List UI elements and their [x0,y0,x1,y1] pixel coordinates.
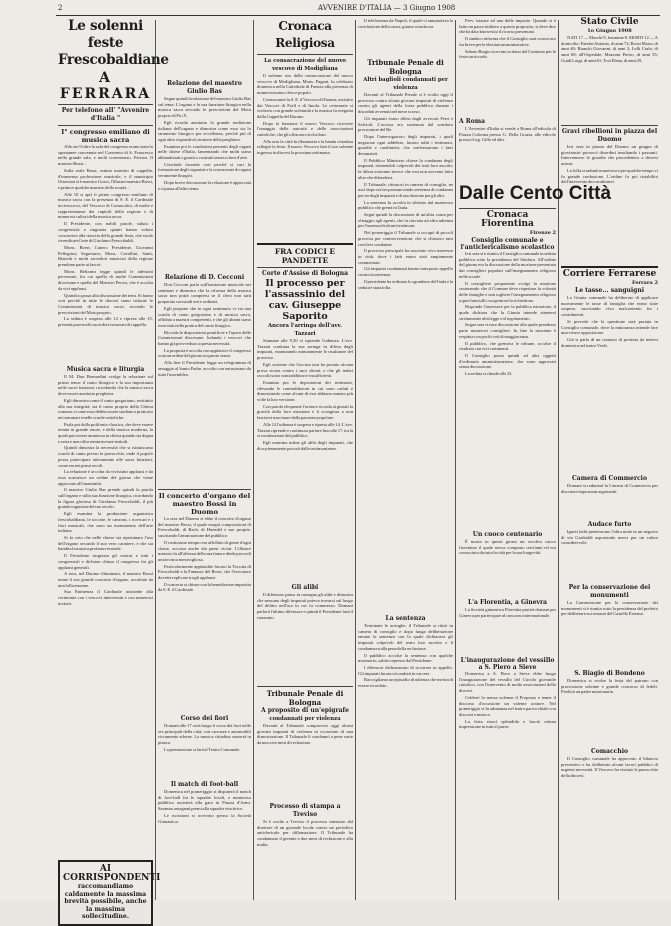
article-body: La sera nel Duomo si ebbe il concerto d'organo del maestro Bossi, il quale eseguì composizioni di Frescobaldi, di Bach, di Haendel e sue proprie, suscitando l'ammirazione del pubblico. Il vastissimo tempio era affollato di gente d'ogni classe, accorsa anche dai paesi vicini. L'illustre maestro fu all'altezza della sua fama e diede prova di una tecnica meravigliosa. Particolarmente applaudite furono la Toccata di Frescobaldi e la Fantasia del Bossi, che l'esecutore dovette replicare tra gli applausi. Il concerto si chiuse con la benedizione impartita da S. E. il Cardinale. [158,516,251,593]
article-body: Il M. Don Bernardini svolge la relazione sul primo tema: il canto liturgico e la sua importanza nelle sacre funzioni, ricordando che la musica sacra deve essere anzitutto preghiera. Egli dimostra come il canto gregoriano, restituito alla sua integrità, sia il canto proprio della Chiesa romana, e come esso debba essere studiato e praticato nei seminari e nelle scuole cattoliche. Parla poi della polifonia classica, che deve essere tenuta in grande onore, e della musica moderna, la quale può essere ammessa in chiesa quando sia degna e seria e non offra reminiscenze teatrali. Quindi dimostra la necessità che si istituiscano scuole di canto presso le parrocchie, onde il popolo possa partecipare attivamente alle sacre funzioni, come era nei primi secoli. La relazione è accolta da vivissimi applausi e da essa scaturisce un ordine del giorno che viene approvato all'unanimità. Il maestro Giulio Bas prende quindi la parola sull'organo e sulla sua funzione liturgica, ricordando la figura gloriosa di Girolamo Frescobaldi, il più grande organista del suo secolo. Egli esamina la produzione organistica frescobaldiana, le toccate, le canzoni, i ricercari e i fiori musicali, che sono un monumento dell'arte italiana. Si fa voto che nelle chiese sia ripristinato l'uso dell'organo secondo il suo vero carattere, e che sia bandita la musica profana e teatrale. Il Presidente ringrazia gli oratori e tutti i congressisti e dichiara chiuso il congresso fra gli applausi generali. A sera, nel Duomo illuminato, il maestro Bossi tenne il suo grande concerto d'organo, ascoltato da una folla enorme. Sua Eminenza il Cardinale assistette alla cerimonia con i vescovi intervenuti e con numerosi invitati. [58,374,153,606]
column-1 [58,18,169,920]
section-heading: Processo di stampa a Treviso [269,803,341,818]
article-body: Ieri sera si è riunito il Consiglio comunale in seduta pubblica sotto la presidenza del Sindaco. All'ordine del giorno era la discussione della mozione presentata dai consiglieri popolari sull'insegnamento religioso nelle scuole. Il consigliere proponente svolge la mozione sostenendo che il Comune deve rispettare la volontà delle famiglie e non togliere l'insegnamento religioso a quei fanciulli i cui genitori lo richiedono. Risponde l'assessore per la pubblica istruzione, il quale dichiara che la Giunta intende attenersi strettamente alla legge e al regolamento. Segue una vivace discussione alla quale prendono parte numerosi consiglieri. In fine la mozione è respinta con pochi voti di maggioranza. Il pubblico, che gremiva le tribune, accolse il risultato con vivi commenti. Il Consiglio passa quindi ad altri oggetti d'ordinaria amministrazione, che sono approvati senza discussione. La seduta si chiude alle 23. [459,251,556,377]
article-body: Domenica a S. Piero a Sieve ebbe luogo l'inaugurazione del vessillo del Circolo giovanile cattolico, con l'intervento di molte associazioni della diocesi. Celebrò la messa solenne il Proposto e tenne il discorso d'occasione un valente oratore. Nel pomeriggio vi fu adunanza nel teatro parrocchiale con discorsi e musica. La festa riuscì splendida e lasciò ottima impressione in tutto il paese. [459,671,556,730]
notice-title: AI CORRISPONDENTI [63,864,161,883]
section-heading: La consacrazione del nuovo vescovo di Modigliana [264,58,346,72]
section-heading: condannati per violenza [269,716,341,722]
section-heading: Audace furto [587,521,632,528]
article-body: Alle ore 9 oltre la sala del congresso erano state lo spontanee convenute nel Convento di S. Francesco nella grande sala, e molti convennero. Ferrara. Il maestro Bossi... Sulla reale Bassi, esimio maestro di cappella, d'immensa professione musicale, e il municipio Ottaviani si è maestro Gozzi, l'illustre maestro Bossi, e primo e qualche maestro della scuola... Alle 10 si aprì il primo congresso emiliano di musica sacra con la presenza di S. E. il Cardinale arcivescovo, del Vescovo di Comacchio, di molte e rappresentanze dei capitoli della regione e di numerosi cultori della musica sacra. Il Presidente, con nobili parole, saluta i congressisti e ringrazia quanti hanno voluto concorrere alla riuscita della grande festa, che vuole rivendicare l'arte di Girolamo Frescobaldi. Mons. Boeri, Cuneo; Presidente, Giovanni Pellegrini; Segretario; Mons. Cavallini, Santi, Bianchi e molti sacerdoti musicisti della regione prendono parte ai lavori. Mons. Beltrami legge quindi le adesioni pervenute, fra cui quella di molte Commissioni diocesane e quella del Maestro Perosi, che è accolta da vivi applausi. Quindi si passa alla discussione dei temi. Si fanno voti perchè in tutte le diocesi siano istituite le Commissioni di musica sacra, secondo le prescrizioni del Motu proprio. La seduta è sospesa alle 12 e ripresa alle 15, presenti pure molti sacerdoti e maestri di cappella. [58,144,153,328]
section-title: Stato Civile [580,17,639,27]
section-heading: Camera di Commercio [572,475,647,482]
article-title-city: A FERRARA [59,70,152,102]
section-dateline: Firenze 2 [529,230,556,236]
section-title: FRA CODICI E PANDETTE [274,247,336,265]
section-title: Tribunale Penale di Bologna [266,689,344,707]
notice-text: raccomandiamo caldamente la massima brevità possibile, anche la massima sollecitudine. [64,883,147,920]
article-headline: Il processo per l'assassinio del cav. Giuseppe Saporito [264,278,346,322]
article-body: Segue quindi la relazione del maestro Giulio Bas sul tema: L'organo e la sua funzione liturgica nella musica sacra secondo le prescrizioni del Motu proprio di Pio X. Egli ricorda anzitutto la grande tradizione italiana dell'organo e dimostra come esso sia lo strumento liturgico per eccellenza, perchè più di ogni altro risponde al carattere della preghiera. Esamina poi le condizioni presenti degli organi nelle chiese d'Italia, lamentando che molti siano abbandonati o guasti o costruiti senza criteri d'arte. Conclude facendo voti perchè si curi la formazione degli organisti e la costruzione di organi veramente liturgici. Dopo breve discussione la relazione è approvata e si passa all'altro tema. [158,96,251,191]
section-heading: Comacchio [591,748,628,755]
article-subtitle: Per telefono all' "Avvenire d'Italia " [61,107,150,122]
article-body: L'Avvenire d'Italia si vende a Roma all'edicola di Piazza Colonna presso G. Della Grazia, alle edicole presso il sig. Gillo ed altri. [459,126,556,143]
section-heading: Ancora l'arringa dell'avv. Tazzari [268,323,342,337]
section-heading: Gravi ribellioni in piazza del Duomo [561,128,658,143]
article-title: Le solenni feste Frescobaldiane [58,18,169,68]
article-body: Don Cecconi parla sull'istruzione musicale nei seminari e dimostra che la riforma della musica sacra non potrà compiersi se il clero non sarà preparato con studi seri e ordinati. Egli propone che in ogni seminario vi sia una scuola di canto gregoriano e di musica sacra, affidata a maestri competenti, e che gli alunni siano esercitati nella pratica del canto liturgico. Ricorda le disposizioni pontificie e l'opera delle Commissioni diocesane, lodando i vescovi che hanno già provveduto a questa necessità. La proposta è accolta con applausi e il congresso vota un ordine del giorno in questo senso. Alla fine il Presidente legge un telegramma di omaggio al Santo Padre, accolto con entusiasmo da tutta l'assemblea. [158,282,251,377]
section-dateline: 1o Giugno 1908 [587,28,632,34]
section-heading: I° congresso emiliano di musica sacra [61,128,150,144]
running-head-left: 2 [58,4,63,12]
section-title: Cronaca Fiorentina [481,210,534,229]
article-body: Domenica si svolse la festa del patrono con processione solenne e grande concorso di fedeli. Predicò un padre missionario. [561,678,658,695]
column-6 [561,18,658,898]
section-heading: Musica sacra e liturgia [66,366,145,373]
article-body: Il Consiglio comunale ha approvato il bilancio preventivo e ha deliberato alcuni lavori pubblici di urgente necessità. Il Vescovo ha visitato le parrocchie della diocesi. [561,756,658,779]
section-heading: A Roma [459,118,485,125]
section-heading: Il match di foot-ball [170,781,239,788]
article-body: Ignoti ladri penetrarono l'altra notte in un negozio di via Garibaldi asportando merci per un valore considerevole. [561,529,658,546]
article-body: La Società ginnastica Florentia partirà domani per Ginevra per partecipare al concorso internazionale. [459,607,556,618]
article-body: Davanti al Tribunale Penale si è svolto oggi il processo contro alcuni giovani imputati di violenze contro gli agenti della forza pubblica durante i disordini avvenuti nel mese scorso. Gli imputati erano difesi dagli avvocati Ferri e Salvioli. L'accusa era sostenuta dal sostituto procuratore del Re. Dopo l'interrogatorio degli imputati, i quali negarono ogni addebito, furono uditi i testimoni, guardie e carabinieri, che confermarono i fatti denunziati. Il Pubblico Ministero chiese la condanna degli imputati, ritenendoli colpevoli dei reati loro ascritti; la difesa sostenne invece che essi non avevano fatto altro che difendersi. Il Tribunale, ritiratosi in camera di consiglio, ne uscì dopo un'ora pronunciando sentenza di condanna per tre degli imputati e di assoluzione per gli altri. La sentenza fu accolta in silenzio dal numeroso pubblico che gremiva l'aula. Seguì quindi la discussione di un'altra causa per oltraggio agli agenti, che fu rinviata ad altra udienza per l'assenza di alcuni testimoni. Nel pomeriggio il Tribunale si occupò di piccoli processi per contravvenzioni, che si chiusero tutti con lievi condanne. Il processo principale ha suscitato vivo interesse in città, dove i fatti erano stati ampiamente commentati. Gli imputati condannati hanno interposto appello contro la sentenza. Il presidente ha ordinato lo sgombero dell'aula e la seduta è stata tolta. [358,92,453,290]
article-body: Il solenne rito della consacrazione del nuovo vescovo di Modigliana, Mons. Pagani, fu celebrato domenica nella Cattedrale di Faenza alla presenza di numerosissimo clero e popolo. Consacrante fu S. E. il Vescovo di Faenza, assistito dai Vescovi di Forlì e di Imola. Le cerimonie si svolsero con grande solennità e la musica fu eseguita dalla Cappella del Duomo. Dopo la funzione il nuovo Vescovo ricevette l'omaggio delle autorità e delle associazioni cattoliche, che gli offrirono ricchi doni. Alla sera la città fu illuminata e la banda cittadina rallegrò la festa. Il nuovo Vescovo farà il suo solenne ingresso in diocesi la prossima settimana. [257,73,353,156]
section-heading: Gli alibi [291,584,319,591]
column-3 [257,18,353,898]
section-dateline: Ferrara 2 [631,280,658,286]
article-body: La Commissione per la conservazione dei monumenti si è riunita sotto la presidenza del prefetto per deliberare sui restauri del Castello Estense. [561,600,658,617]
article-body: Domani alle 17 avrà luogo il corso dei fiori nelle vie principali della città, con carrozze e automobili riccamente adorne. La musica cittadina suonerà in piazza. La premiazione si farà al Teatro Comunale. [158,723,251,752]
section-heading: Le tasse... sanguigni [574,287,644,294]
article-body: Domani si radunerà la Camera di Commercio per discutere importanti argomenti. [561,483,658,494]
column-4 [358,18,453,898]
section-heading: Altri baglioli condannati per violenza [363,77,448,91]
section-heading: Un cuoco centenario [472,531,543,538]
notice-box [58,860,161,926]
top-rule [56,15,660,16]
running-head-center: AVVENIRE D'ITALIA — 3 Giugno 1908 [318,4,456,12]
section-heading: Corso dei fiori [180,715,229,722]
article-body: È morto in questi giorni un vecchio cuoco fiorentino il quale aveva compiuto cent'anni ed era conosciuto da tutta la città per la sua longevità. [459,539,556,556]
article-body: Il difensore passa in rassegna gli alibi e dimostra che nessuno degli imputati poteva trovarsi sul luogo del delitto nell'ora in cui fu commesso. Domani parlerà l'ultimo difensore e quindi il Presidente farà il riassunto. [257,592,353,620]
section-heading: Per la conservazione dei monumenti [568,584,651,599]
column-rule [558,20,559,900]
court-name: Corte d'Assise di Bologna [262,270,348,277]
section-heading: S. Biagio di Bondeno [574,670,645,677]
article-body: Stamane alle 9,30 si riprende l'udienza. L'avv. Tazzari continua la sua arringa in difesa degli imputati, esaminando minutamente le risultanze del processo. Egli sostiene che l'accusa non ha portato alcuna prova sicura contro i suoi clienti, e che gli indizi raccolti sono contraddittori e insufficienti. Esamina poi le deposizioni dei testimoni, rilevando le contraddizioni in cui sono caduti e dimostrando come alcuni di essi abbiano mutato più volte la loro versione. Con parola eloquente l'oratore ricorda ai giurati la gravità della loro missione e li scongiura a non lasciarsi trascinare dalla passione popolare. Alle 12 l'udienza è sospesa e ripresa alle 14. L'avv. Tazzari riprende e continua a parlare fino alle 17, tra la viva attenzione del pubblico. Egli esamina infine gli alibi degli imputati, che dice pienamente provati dalle testimonianze. [257,338,353,451]
column-rule [455,20,456,900]
article-body: NATI 17 — Maschi 9, femmine 8. MORTI 12 — A domicilio: Fantini Antonio, di anni 72; Rossi Maria, di anni 40; Bianchi Giovanni, di anni 3; Lelli Carlo, di anni 68; all'Ospedale: Mazzoni Pietro, di anni 55; Guidi Luigi, di anni 61; Tosi Elena, di anni 29. [561,35,658,63]
page-section-title: Dalle Cento Città [459,183,612,204]
section-heading: La sentenza [385,615,426,622]
article-body: Domenica nel pomeriggio si disputerà il match di foot-ball fra le squadre locali, e numeroso pubblico assisterà alla gara in Piazza d'Armi. Saranno assegnati premi alla squadra vincitrice. Le iscrizioni si ricevono presso la Società Ginnastica. [158,789,251,824]
section-title: Tribunale Penale di Bologna [367,58,444,76]
column-2 [158,18,251,898]
article-body: Ieri sera in piazza del Duomo un gruppo di giovinastri provocò disordini insultando i passanti. Intervennero le guardie che procedettero a diversi arresti. La folla si radunò numerosa e per qualche tempo vi fu grande confusione. L'ordine fu poi ristabilito dall'intervento dei carabinieri. [561,144,658,185]
article-body: Terminate le arringhe, il Tribunale si ritirò in camera di consiglio e dopo lunga deliberazione emanò la sentenza con la quale dichiarava gli imputati colpevoli del reato loro ascritto e li condannava alla pena della reclusione. Il pubblico accolse la sentenza con qualche mormorio, subito represso dal Presidente. I difensori dichiararono di ricorrere in appello. Gli imputati furono ricondotti in carcere. Raccogliamo un episodio di udienza che merita di essere ricordato. [358,623,453,689]
running-head [58,4,658,12]
article-body: Si è svolto a Treviso il processo intentato dal direttore di un giornale locale contro un periodico anticlericale per diffamazione. Il Tribunale ha condannato il gerente a due mesi di reclusione e alla multa. [257,819,353,847]
section-heading: Relazione di D. Cecconi [164,274,245,281]
section-heading: L'a Florentia, a Ginevra [467,599,548,606]
section-title: Corriere Ferrarese [562,269,657,279]
article-body: La Giunta comunale ha deliberato di applicare nuovamente le tasse di famiglia che erano state sospese, suscitando vivo malcontento fra i contribuenti. Si prevede che la questione sarà portata in Consiglio comunale, dove la minoranza intende fare una vivace opposizione. Già si parla di un comizio di protesta da tenersi domenica nel teatro Verdi. [561,295,658,348]
section-heading: Consiglio comunale e l'anticlericalismo scolastico [460,237,555,251]
article-body: Il telefonema da Napoli, il quale ci annunziava la conclusione della causa, giunse a tarda ora. [358,18,453,29]
article-body: Davanti al Tribunale comparvero oggi alcuni giovani imputati di violenza in occasione di una dimostrazione. Il Tribunale li condannò a pene varie da uno a tre mesi di reclusione. [257,723,353,746]
section-heading: L'inaugurazione del vessillo a S. Piero a Sieve [460,657,555,671]
column-rule [355,20,356,900]
section-heading: Il concerto d'organo del maestro Bossi in Duomo [158,492,251,516]
column-rule [155,20,156,900]
column-rule [253,20,254,900]
section-title: Cronaca Religiosa [275,19,335,50]
article-body: Prev. istanze ad una delle imposte. Quando si è fatto un passo indietro a questo proposito, si deve dire che ha dato buon esito il ricorso presentato. Il sindaco informa che il Consiglio sarà convocato fra breve per le elezioni amministrative. Sabato Biagio ricevuto in dono dal Comitato per le feste un ricordo. [459,18,556,60]
section-heading: Relazione del maestro Giulio Bas [167,80,242,95]
section-heading: A proposito di un'epigrafe [261,707,349,714]
